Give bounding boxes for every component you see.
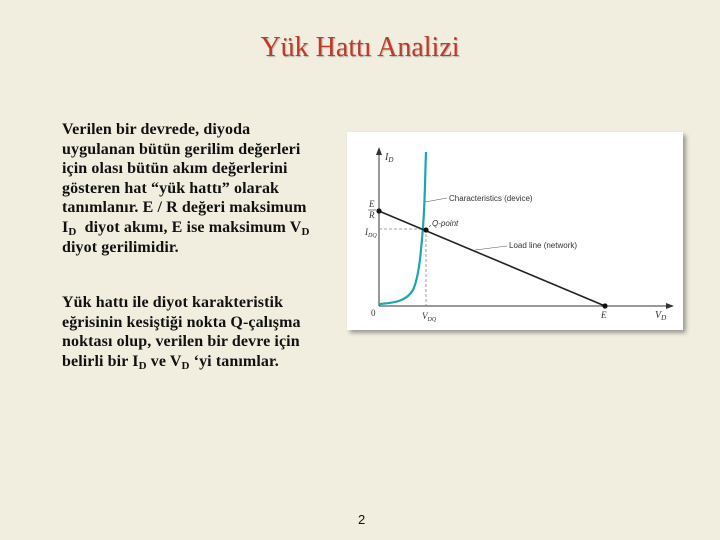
paragraph2-line-4-c: ‘yi tanımlar. — [189, 352, 279, 370]
vdq-label: $V_{DQ}$ — [422, 311, 437, 323]
paragraph1-line-4: gösteren hat “yük hattı” olarak — [62, 179, 280, 197]
e-label: E — [601, 310, 607, 320]
id-subscript: D — [68, 225, 77, 238]
paragraph1-line-5: tanımlanır. E / R değeri maksimum — [62, 199, 307, 217]
paragraph1-line-1: Verilen bir devrede, diyoda — [62, 121, 251, 138]
characteristics-leader — [425, 198, 447, 202]
paragraph1-line-6 — [62, 218, 352, 238]
q-point-marker — [423, 227, 428, 232]
load-line-svg — [347, 132, 683, 330]
x-axis-label: $V_D$ — [655, 310, 667, 322]
e-point — [602, 303, 607, 308]
x-axis-arrow — [666, 303, 674, 309]
paragraph2-line-1: Yük hattı ile diyot karakteristik — [62, 294, 284, 311]
loadline-label: Load line (network) — [509, 241, 578, 250]
origin-label: 0 — [371, 308, 376, 318]
paragraph2-line-4-b: ve V — [146, 352, 182, 370]
vd-subscript-2: D — [181, 359, 190, 372]
paragraph1-line-2: uygulanan bütün gerilim değerleri — [62, 140, 301, 158]
paragraph2-line-4-a: belirli bir I — [62, 352, 139, 370]
paragraph2-line-3: noktası olup, verilen bir devre için — [62, 333, 300, 351]
qpoint-label: Q-point — [432, 219, 459, 228]
paragraph2-line-4 — [62, 352, 347, 372]
page-number: 2 — [358, 512, 366, 527]
paragraph-load-line-definition — [62, 120, 352, 257]
paragraph2-line-2: eğrisinin kesiştiği nokta Q-çalışma — [62, 313, 301, 331]
id-subscript-2: D — [138, 359, 147, 372]
e-over-r-numerator: E — [369, 199, 375, 209]
y-axis-label: $I_D$ — [385, 152, 394, 164]
vd-subscript: D — [301, 225, 310, 238]
e-over-r-point — [376, 208, 381, 213]
paragraph1-line-3: için olası bütün akım değerlerini — [62, 160, 288, 178]
paragraph-q-point-definition — [62, 293, 347, 371]
y-axis-arrow — [376, 147, 382, 155]
loadline-leader — [475, 246, 507, 250]
slide-title: Yük Hattı Analizi — [260, 32, 460, 63]
id-symbol: I — [62, 218, 69, 236]
paragraph1-line-7: diyot gerilimidir. — [62, 238, 179, 256]
paragraph1-line-6-text: diyot akımı, E ise maksimum V — [76, 218, 302, 236]
idq-label: $I_{DQ}$ — [365, 227, 377, 239]
characteristics-label: Characteristics (device) — [449, 194, 533, 203]
e-over-r-denominator: R — [369, 210, 375, 220]
load-line-diagram — [347, 132, 683, 330]
qpoint-leader — [429, 225, 431, 227]
